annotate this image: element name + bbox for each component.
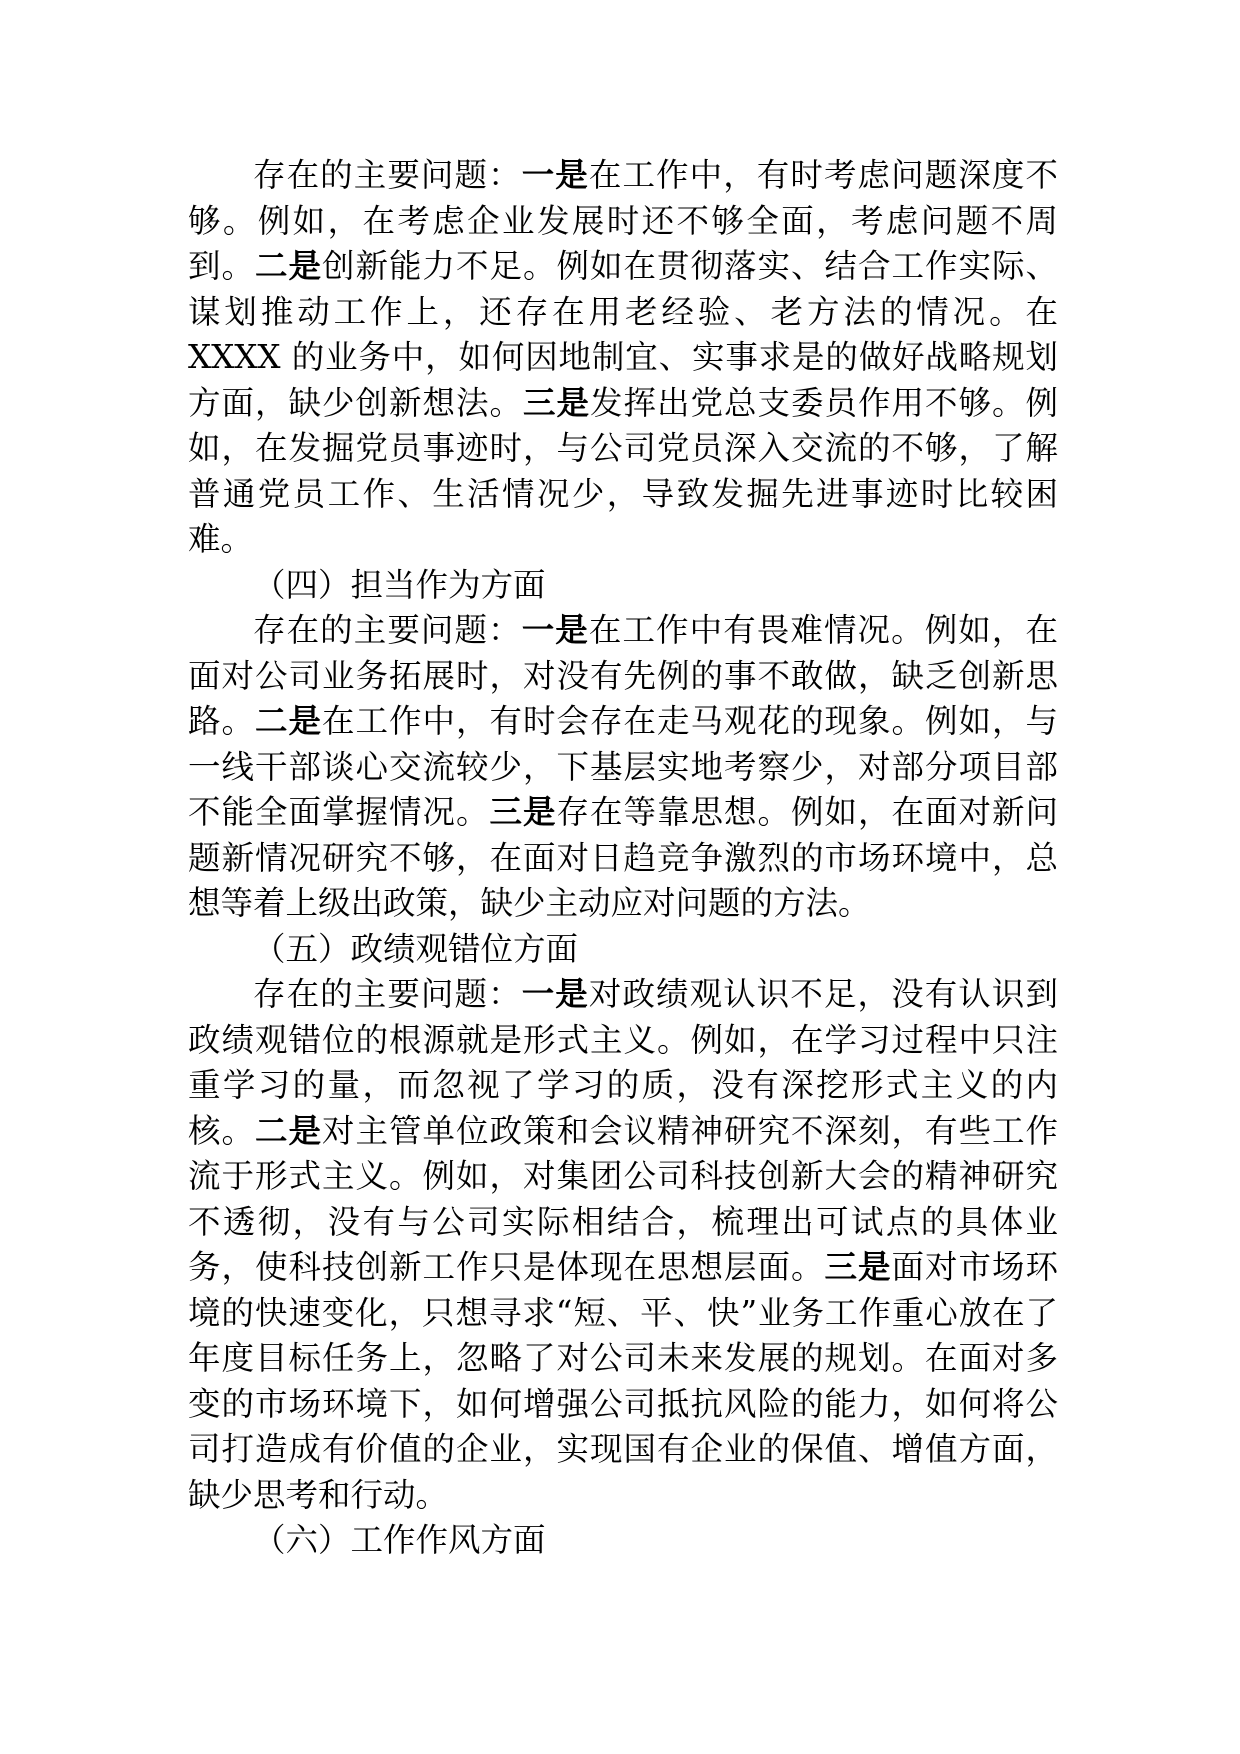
- bold-marker: 三是: [824, 1248, 892, 1286]
- bold-marker: 一是: [521, 156, 589, 194]
- text-segment: 发挥出党总支委员作用不够。例如，在发掘党员事迹时，与公司党员深入交流的不够，了解普通党员工作、生活情况少，导致发掘先进事迹时比较困难。: [188, 383, 1058, 558]
- section-heading-4: （四）担当作为方面: [253, 565, 546, 604]
- paragraph-responsibility-issues: [188, 153, 1058, 563]
- text-segment: 存在的主要问题：: [253, 975, 522, 1013]
- bold-marker: 一是: [521, 611, 589, 649]
- bold-marker: 三是: [489, 793, 557, 831]
- bold-marker: 二是: [255, 247, 322, 285]
- text-segment: 存在的主要问题：: [253, 156, 522, 194]
- bold-marker: 二是: [255, 702, 322, 740]
- bold-marker: 一是: [521, 975, 589, 1013]
- text-segment: 在工作中有畏难情况。例如，在面对公司业务拓展时，对没有先例的事不敢做，缺乏创新思路。: [188, 611, 1058, 740]
- document-page: [188, 153, 1058, 1564]
- text-segment: 面对市场环境的快速变化，只想寻求“短、平、快”业务工作重心放在了年度目标任务上，忽略了对公司未来发展的规划。在面对多变的市场环境下，如何增强公司抵抗风险的能力，如何将公司打造成有价值的企业，实现国有企业的保值、增值方面，缺少思考和行动。: [188, 1248, 1058, 1514]
- text-segment: 在工作中，有时考虑问题深度不够。例如，在考虑企业发展时还不够全面，考虑问题不周到。: [188, 156, 1058, 285]
- text-segment: 对政绩观认识不足，没有认识到政绩观错位的根源就是形式主义。例如，在学习过程中只注重学习的量，而忽视了学习的质，没有深挖形式主义的内核。: [188, 975, 1058, 1150]
- text-segment: 对主管单位政策和会议精神研究不深刻，有些工作流于形式主义。例如，对集团公司科技创新大会的精神研究不透彻，没有与公司实际相结合，梳理出可试点的具体业务，使科技创新工作只是体现在思想层面。: [188, 1111, 1058, 1286]
- text-segment: 创新能力不足。例如在贯彻落实、结合工作实际、谋划推动工作上，还存在用老经验、老方法的情况。在 XXXX 的业务中，如何因地制宜、实事求是的做好战略规划方面，缺少创新想法。: [188, 247, 1058, 422]
- text-segment: 存在等靠思想。例如，在面对新问题新情况研究不够，在面对日趋竞争激烈的市场环境中，总想等着上级出政策，缺少主动应对问题的方法。: [188, 793, 1058, 922]
- paragraph-responsibility-action-issues: [188, 608, 1058, 927]
- section-heading-6: （六）工作作风方面: [253, 1521, 546, 1559]
- text-segment: 在工作中，有时会存在走马观花的现象。例如，与一线干部谈心交流较少，下基层实地考察少，对部分项目部不能全面掌握情况。: [188, 702, 1058, 831]
- bold-marker: 三是: [522, 383, 590, 422]
- paragraph-achievement-view-issues: [188, 972, 1058, 1518]
- section-heading-5: （五）政绩观错位方面: [253, 929, 579, 968]
- text-segment: 存在的主要问题：: [253, 611, 522, 649]
- bold-marker: 二是: [255, 1111, 322, 1150]
